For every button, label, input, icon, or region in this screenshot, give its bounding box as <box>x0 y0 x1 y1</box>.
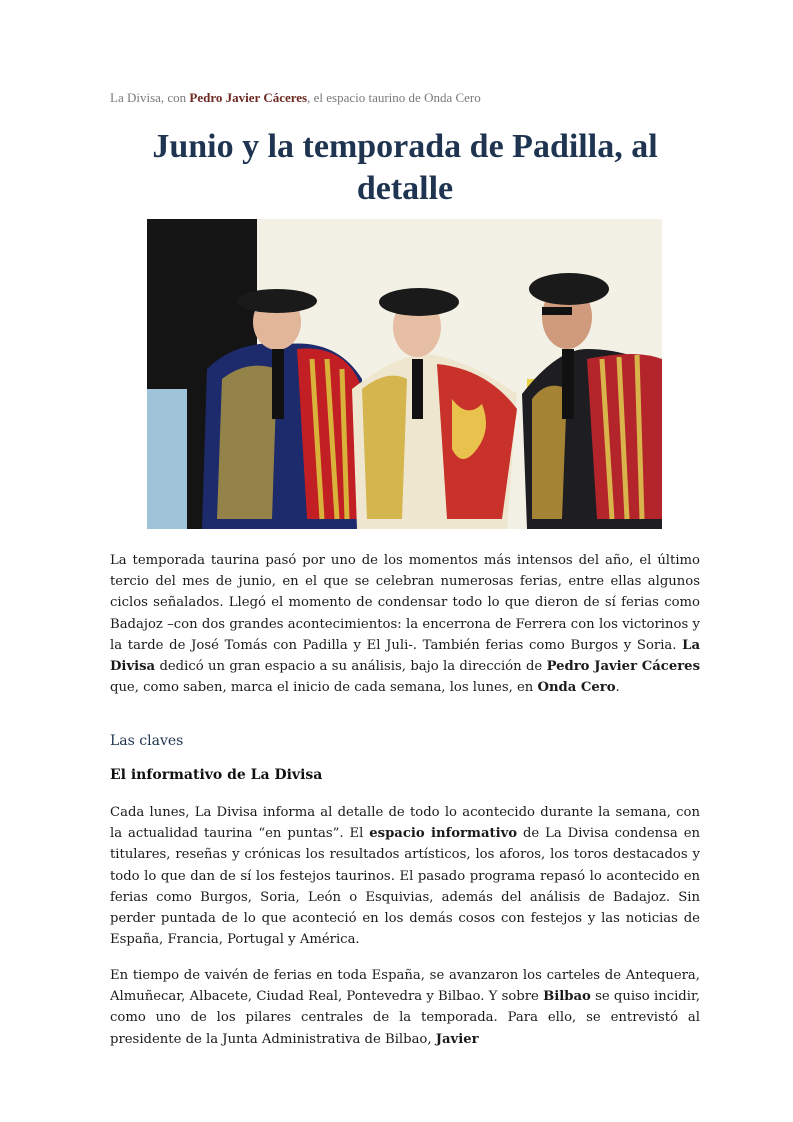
javier-emphasis: Javier <box>435 1031 479 1047</box>
espacio-informativo-emphasis: espacio informativo <box>369 826 518 842</box>
bilbao-emphasis: Bilbao <box>543 989 591 1005</box>
kicker-suffix: , el espacio taurino de Onda Cero <box>307 90 481 105</box>
section-title: Las claves <box>110 733 184 749</box>
article-headline: Junio y la temporada de Padilla, al detalle <box>152 128 658 207</box>
author-emphasis: Pedro Javier Cáceres <box>546 659 700 675</box>
intro-paragraph: La temporada taurina pasó por uno de los momentos más intensos del año, el último tercio del mes de junio, en el que se celebran numerosas ferias, entre ellas algunos ciclos señalados. Llegó el momento de condensar todo lo que dieron de sí ferias como Badajoz –con dos grandes acontecimientos: la encerrona de Ferrera con los victorinos y la tarde de José Tomás con Padilla y El Juli-. También ferias como Burgos y Soria. La Divisa dedicó un gran espacio a su análisis, bajo la dirección de Pedro Javier Cáceres que, como saben, marca el inicio de cada semana, los lunes, en Onda Cero. <box>110 553 700 696</box>
informativo-paragraph: Cada lunes, La Divisa informa al detalle de todo lo acontecido durante la semana, con la actualidad taurina “en puntas”. El espacio informativo de La Divisa condensa en titulares, reseñas y crónicas los resultados artísticos, los aforos, los toros destacados y todo lo que dan de sí los festejos taurinos. El pasado programa repasó lo acontecido en ferias como Burgos, Soria, León o Esquivias, además del análisis de Badajoz. Sin perder puntada de lo que aconteció en los demás cosos con festejos y las noticias de España, Francia, Portugal y América. <box>110 805 700 948</box>
carteles-paragraph: En tiempo de vaivén de ferias en toda España, se avanzaron los carteles de Antequera, Almuñecar, Albacete, Ciudad Real, Pontevedra y Bilbao. Y sobre Bilbao se quiso incidir, como uno de los pilares centrales de la temporada. Para ello, se entrevistó al presidente de la Junta Administrativa de Bilbao, Javier <box>110 968 701 1047</box>
kicker-author-link[interactable]: Pedro Javier Cáceres <box>189 90 308 105</box>
subheading: El informativo de La Divisa <box>110 767 323 783</box>
la-divisa-emphasis: La Divisa <box>110 637 700 675</box>
kicker-prefix: La Divisa, con <box>110 90 190 105</box>
bullfighters-photo <box>147 219 662 529</box>
onda-cero-emphasis: Onda Cero <box>537 680 616 696</box>
kicker-line <box>110 90 710 106</box>
